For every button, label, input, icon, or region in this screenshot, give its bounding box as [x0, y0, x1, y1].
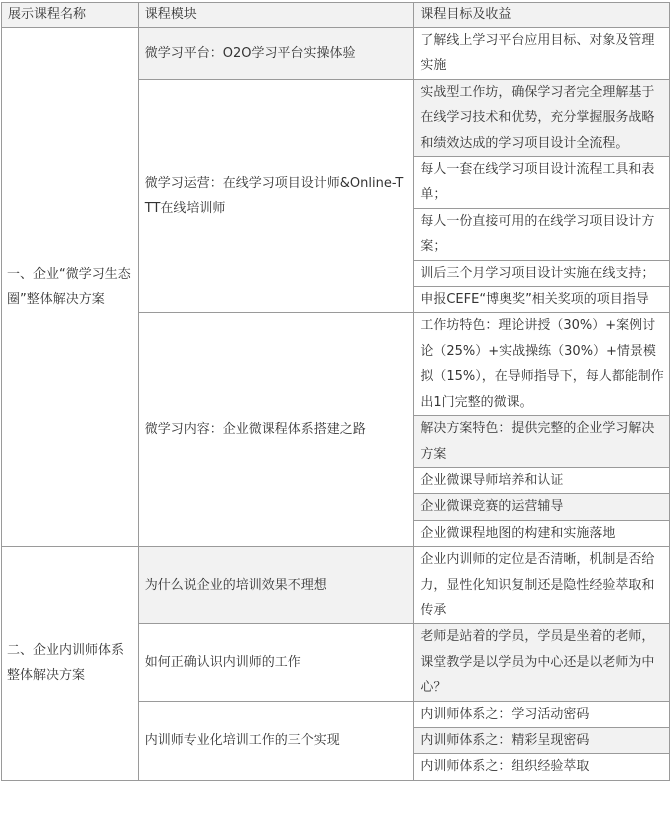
section1-module2-goal2: 每人一套在线学习项目设计流程工具和表单；	[414, 157, 670, 209]
section1-module2-goal4: 训后三个月学习项目设计实施在线支持；	[414, 260, 670, 286]
section2-module1-goal: 企业内训师的定位是否清晰，机制是否给力，显性化知识复制还是隐性经验萃取和传承	[414, 547, 670, 624]
section2-module1-title: 为什么说企业的培训效果不理想	[138, 547, 414, 624]
section2-module3-title: 内训师专业化培训工作的三个实现	[138, 701, 414, 780]
table-header-row	[2, 3, 670, 28]
table-row	[2, 547, 670, 624]
section1-module2-goal5: 申报CEFE“博奥奖”相关奖项的项目指导	[414, 287, 670, 313]
header-course-name: 展示课程名称	[2, 3, 139, 28]
header-course-goal: 课程目标及收益	[414, 3, 670, 28]
section1-module3-goal2: 解决方案特色：提供完整的企业学习解决方案	[414, 416, 670, 468]
course-table	[1, 2, 670, 781]
section1-module2-title: 微学习运营：在线学习项目设计师&Online-TTT在线培训师	[138, 79, 414, 313]
section2-module2-title: 如何正确认识内训师的工作	[138, 624, 414, 701]
section1-module3-goal4: 企业微课竞赛的运营辅导	[414, 494, 670, 520]
section1-module3-goal1: 工作坊特色：理论讲授（30%）+案例讨论（25%）+实战操练（30%）+情景模拟（15%），在导师指导下，每人都能制作出1门完整的微课。	[414, 313, 670, 416]
section1-module3-goal3: 企业微课导师培养和认证	[414, 467, 670, 493]
section1-module1-title: 微学习平台：O2O学习平台实操体验	[138, 28, 414, 80]
section1-module1-goal: 了解线上学习平台应用目标、对象及管理实施	[414, 28, 670, 80]
section2-module2-goal: 老师是站着的学员，学员是坐着的老师，课堂教学是以学员为中心还是以老师为中心？	[414, 624, 670, 701]
section1-module2-goal1: 实战型工作坊，确保学习者完全理解基于在线学习技术和优势，充分掌握服务战略和绩效达成的学习项目设计全流程。	[414, 79, 670, 156]
section2-module3-goal3: 内训师体系之：组织经验萃取	[414, 754, 670, 780]
header-course-module: 课程模块	[138, 3, 414, 28]
section2-module3-goal2: 内训师体系之：精彩呈现密码	[414, 727, 670, 753]
section1-module2-goal3: 每人一份直接可用的在线学习项目设计方案；	[414, 208, 670, 260]
section2-name: 二、企业内训师体系整体解决方案	[2, 547, 139, 781]
section1-name: 一、企业“微学习生态圈”整体解决方案	[2, 28, 139, 547]
section2-module3-goal1: 内训师体系之：学习活动密码	[414, 701, 670, 727]
table-row	[2, 28, 670, 80]
section1-module3-title: 微学习内容：企业微课程体系搭建之路	[138, 313, 414, 547]
section1-module3-goal5: 企业微课程地图的构建和实施落地	[414, 520, 670, 546]
